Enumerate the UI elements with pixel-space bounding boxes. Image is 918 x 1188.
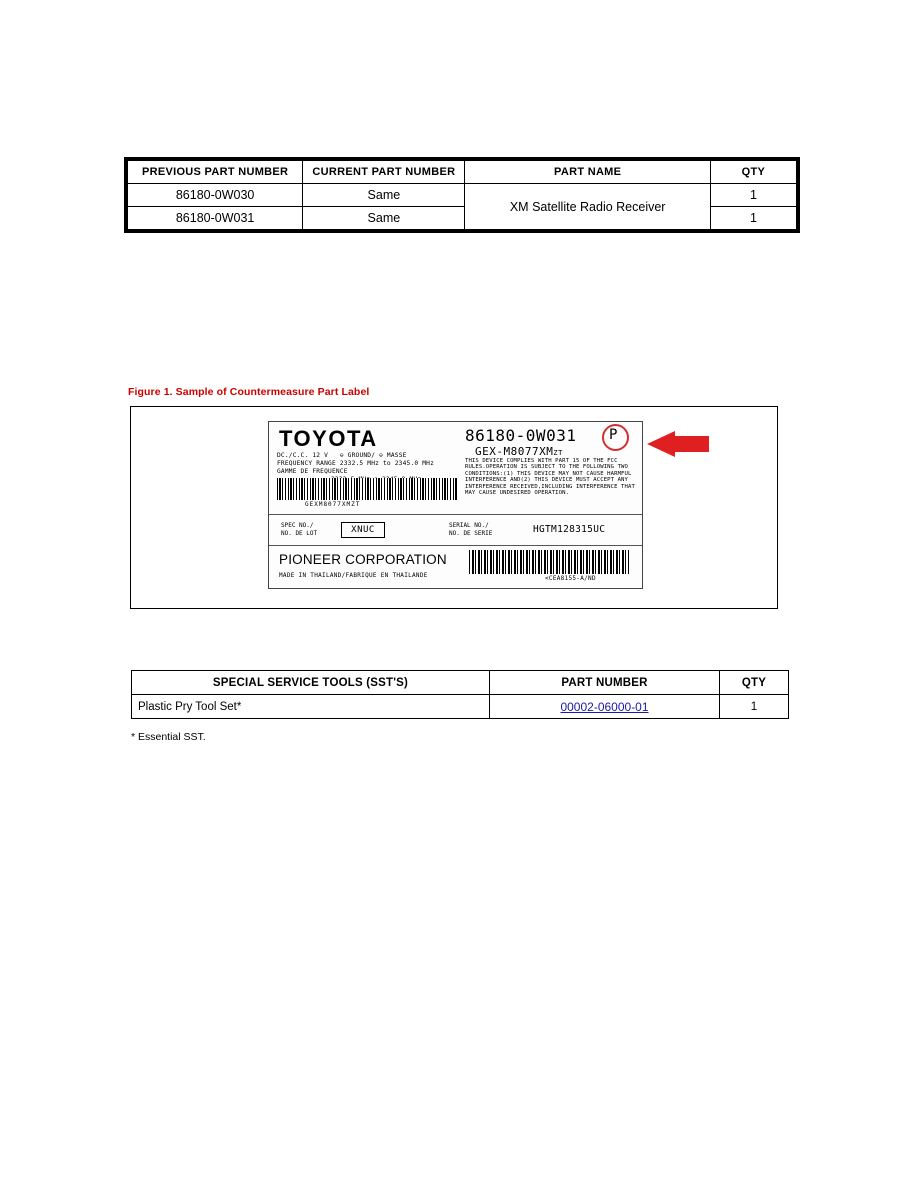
label-top-section	[269, 422, 642, 515]
sst-footnote: * Essential SST.	[131, 731, 206, 743]
parts-table-container	[124, 157, 800, 233]
cell-current-part-number: Same	[303, 207, 465, 230]
cell-sst-name: Plastic Pry Tool Set*	[132, 695, 490, 719]
label-fcc-statement: THIS DEVICE COMPLIES WITH PART 15 OF THE FCC RULES.OPERATION IS SUBJECT TO THE FOLLOWING TWO CONDITIONS:(1) THIS DEVICE MAY NOT CAUSE HARMFUL INTERFERENCE AND(2) THIS DEVICE MUST ACCEPT ANY INTERFERENCE RECEIVED,INCLUDING INTERFERENCE THAT MAY CAUSE UNDESIRED OPERATION.	[465, 458, 635, 497]
parts-table	[127, 160, 797, 230]
table-header-row	[128, 161, 797, 184]
toyota-logo: TOYOTA	[279, 426, 378, 451]
figure-container	[130, 406, 778, 609]
cell-qty: 1	[710, 207, 796, 230]
label-electrical: DC./C.C. 12 V	[277, 452, 329, 459]
label-manufacturer: PIONEER CORPORATION	[279, 552, 447, 567]
label-model-number-suffix: ZT	[553, 449, 563, 457]
cell-current-part-number: Same	[303, 184, 465, 207]
sst-part-number-link[interactable]: 00002-06000-01	[560, 699, 649, 714]
header-part-name: PART NAME	[465, 161, 710, 184]
header-special-service-tools: SPECIAL SERVICE TOOLS (SST'S)	[132, 671, 490, 695]
cell-part-name: XM Satellite Radio Receiver	[465, 184, 710, 230]
label-serial-no-caption: SERIAL NO./ NO. DE SERIE	[449, 522, 493, 537]
label-made-in: MADE IN THAILAND/FABRIQUE EN THAILANDE	[279, 572, 428, 579]
header-previous-part-number: PREVIOUS PART NUMBER	[128, 161, 303, 184]
sst-table	[131, 670, 789, 719]
label-spec-value: XNUC	[341, 522, 385, 538]
header-qty: QTY	[710, 161, 796, 184]
cell-previous-part-number: 86180-0W030	[128, 184, 303, 207]
label-serial-value: HGTM128315UC	[533, 524, 606, 535]
label-model-number-text: GEX-M8077XM	[475, 445, 554, 458]
cell-sst-part-number	[490, 695, 720, 719]
label-middle-section	[269, 515, 642, 546]
table-row	[128, 184, 797, 207]
figure-caption: Figure 1. Sample of Countermeasure Part Label	[128, 386, 370, 398]
red-arrow-icon	[647, 431, 709, 457]
sst-table-container	[131, 670, 788, 719]
label-part-number: 86180-0W031	[465, 426, 577, 445]
table-header-row	[132, 671, 789, 695]
barcode-bottom	[469, 550, 629, 574]
barcode-top-text: GEXM8077XMZT	[305, 501, 361, 508]
label-frequency-range: FREQUENCY RANGE 2332.5 MHz to 2345.0 MHz	[277, 460, 435, 467]
cell-previous-part-number: 86180-0W031	[128, 207, 303, 230]
label-gamme: GAMME DE FREQUENCE	[277, 468, 348, 475]
label-model-number	[475, 445, 563, 458]
header-sst-part-number: PART NUMBER	[490, 671, 720, 695]
barcode-bottom-text: <CEA8155-A/ND	[545, 575, 596, 582]
part-label-image	[268, 421, 643, 589]
barcode-top	[277, 478, 457, 500]
label-spec-no-caption: SPEC NO./ NO. DE LOT	[281, 522, 318, 537]
cell-sst-qty: 1	[720, 695, 789, 719]
label-ground: ⊖ GROUND/ ⊖ MASSE	[339, 452, 407, 459]
cell-qty: 1	[710, 184, 796, 207]
label-p-mark: P	[609, 427, 618, 443]
label-bottom-section	[269, 546, 642, 588]
header-current-part-number: CURRENT PART NUMBER	[303, 161, 465, 184]
table-row	[132, 695, 789, 719]
header-sst-qty: QTY	[720, 671, 789, 695]
